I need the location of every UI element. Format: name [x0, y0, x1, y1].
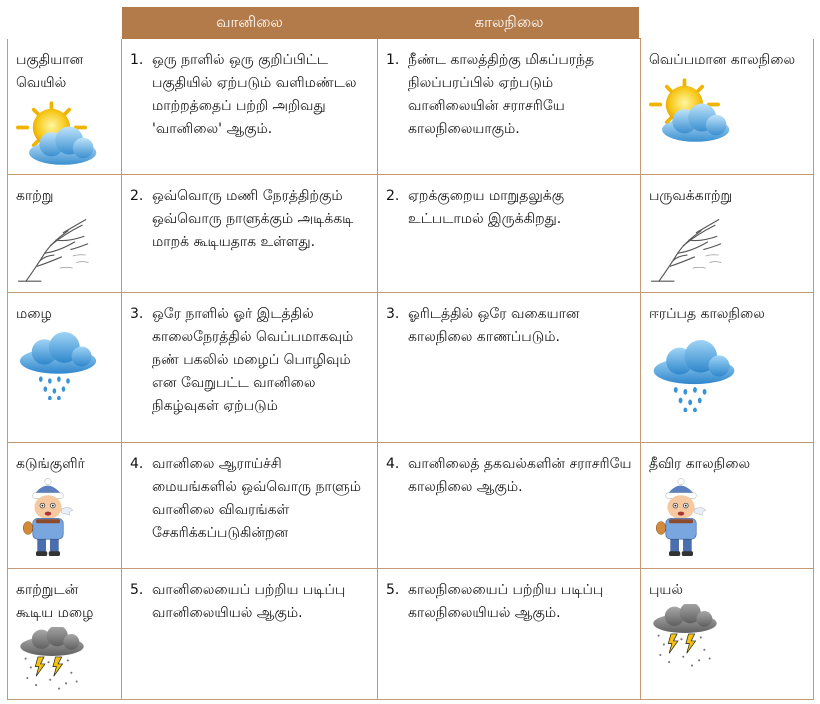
weather-cell [122, 443, 378, 569]
sun-cloud-icon [16, 101, 100, 167]
left-cell [8, 39, 122, 175]
right-cell [641, 569, 814, 700]
weather-cell [122, 293, 378, 443]
weather-text: ஒரு நாளில் ஒரு குறிப்பிட்ட பகுதியில் ஏற்படும் வளிமண்டல மாற்றத்தைப் பற்றி அறிவது 'வானிலை' ஆகும். [152, 52, 357, 137]
header-blank-right [639, 7, 813, 38]
windy-tree-icon [649, 214, 725, 284]
right-label: புயல் [649, 582, 684, 598]
climate-num: 3. [386, 306, 400, 322]
left-cell [8, 175, 122, 293]
climate-cell [378, 569, 641, 700]
weather-climate-table-wrap [7, 7, 813, 700]
header-weather: வானிலை [122, 8, 378, 39]
weather-num: 1. [130, 52, 144, 68]
left-label: மழை [16, 306, 52, 322]
right-cell [641, 39, 814, 175]
left-label: கடுங்குளிர் [16, 456, 85, 472]
climate-cell [378, 293, 641, 443]
climate-text: ஓரிடத்தில் ஒரே வகையான காலநிலை காணப்படும். [408, 306, 580, 345]
climate-text: வானிலைத் தகவல்களின் சராசரியே காலநிலை ஆகும். [408, 456, 632, 495]
weather-text: ஒவ்வொரு மணி நேரத்திற்கும் ஒவ்வொரு நாளுக்கும் அடிக்கடி மாறக் கூடியதாக உள்ளது. [152, 188, 354, 250]
storm-cloud-icon [649, 604, 721, 670]
storm-cloud-icon [16, 627, 88, 693]
table-row [8, 175, 814, 293]
cold-boy-icon [20, 478, 76, 562]
weather-num: 5. [130, 582, 144, 598]
rain-cloud-icon [16, 332, 100, 400]
weather-text: வானிலை ஆராய்ச்சி மையங்களில் ஒவ்வொரு நாளும் வானிலை விவரங்கள் சேகரிக்கப்படுகின்றன [152, 456, 362, 541]
right-cell [641, 443, 814, 569]
right-label: வெப்பமான காலநிலை [649, 52, 796, 68]
climate-text: ஏறக்குறைய மாறுதலுக்கு உட்படாமல் இருக்கிறது. [408, 188, 565, 227]
climate-num: 4. [386, 456, 400, 472]
rain-cloud-icon [649, 340, 739, 412]
climate-num: 1. [386, 52, 400, 68]
right-cell [641, 293, 814, 443]
table-row [8, 293, 814, 443]
table-row [8, 443, 814, 569]
cold-boy-icon [653, 478, 709, 562]
weather-text: வானிலையைப் பற்றிய படிப்பு வானிலையியல் ஆகும். [152, 582, 346, 621]
table-row [8, 39, 814, 175]
climate-cell [378, 443, 641, 569]
left-label: காற்றுடன் கூடிய மழை [16, 582, 94, 621]
left-cell [8, 443, 122, 569]
right-label: பருவக்காற்று [649, 188, 733, 204]
left-label: காற்று [16, 188, 54, 204]
windy-tree-icon [16, 214, 92, 284]
weather-climate-table [7, 7, 814, 700]
right-cell [641, 175, 814, 293]
climate-text: காலநிலையைப் பற்றிய படிப்பு காலநிலையியல் ஆகும். [408, 582, 604, 621]
left-cell [8, 569, 122, 700]
climate-num: 2. [386, 188, 400, 204]
header-climate: காலநிலை [378, 8, 641, 39]
table-row [8, 569, 814, 700]
weather-cell [122, 39, 378, 175]
weather-cell [122, 175, 378, 293]
climate-num: 5. [386, 582, 400, 598]
sun-cloud-icon [649, 78, 733, 144]
header-blank-left [7, 7, 122, 38]
weather-cell [122, 569, 378, 700]
right-label: ஈரப்பத காலநிலை [649, 306, 765, 322]
right-label: தீவிர காலநிலை [649, 456, 751, 472]
weather-text: ஒரே நாளில் ஓர் இடத்தில் காலைநேரத்தில் வெப்பமாகவும் நண் பகலில் மழைப் பொழிவும் என வேறுபட்ட வானிலை நிகழ்வுகள் ஏற்படும் [152, 306, 354, 414]
weather-num: 3. [130, 306, 144, 322]
climate-cell [378, 175, 641, 293]
left-cell [8, 293, 122, 443]
weather-num: 2. [130, 188, 144, 204]
climate-cell [378, 39, 641, 175]
weather-num: 4. [130, 456, 144, 472]
left-label: பகுதியான வெயில் [16, 52, 84, 91]
climate-text: நீண்ட காலத்திற்கு மிகப்பரந்த நிலப்பரப்பில் ஏற்படும் வானிலையின் சராசரியே காலநிலையாகும். [408, 52, 595, 137]
